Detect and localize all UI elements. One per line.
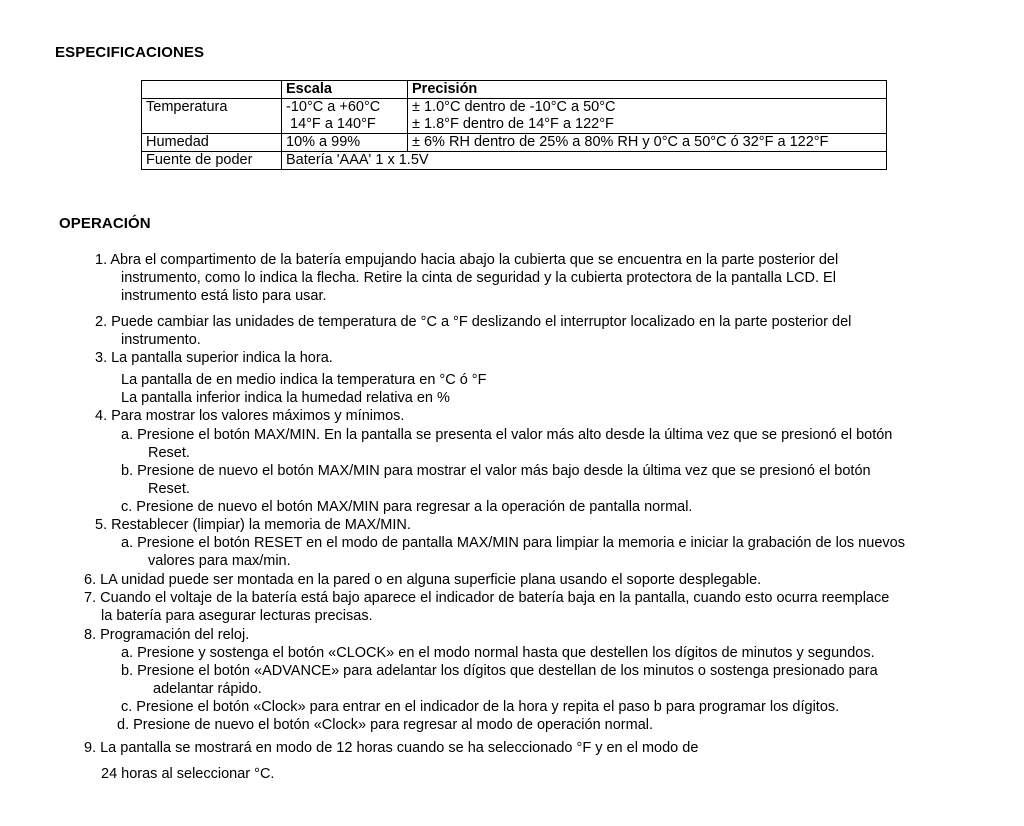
instruction-line: La pantalla de en medio indica la temperatura en °C ó °F (121, 372, 487, 388)
instruction-line: b. Presione el botón «ADVANCE» para adelantar los dígitos que destellan de los minutos o sostenga presionado para (121, 663, 878, 679)
instruction-line: 3. La pantalla superior indica la hora. (95, 350, 333, 366)
instruction-line: c. Presione el botón «Clock» para entrar en el indicador de la hora y repita el paso b para programar los dígitos. (121, 699, 840, 715)
instruction-line: la batería para asegurar lecturas precisas. (101, 608, 373, 624)
instruction-line: c. Presione de nuevo el botón MAX/MIN para regresar a la operación de pantalla normal. (121, 499, 693, 515)
instruction-line: 2. Puede cambiar las unidades de temperatura de °C a °F deslizando el interruptor localizado en la parte posterior del (95, 314, 852, 330)
table-header-empty (142, 81, 282, 99)
instruction-line: 6. LA unidad puede ser montada en la pared o en alguna superficie plana usando el soporte desplegable. (84, 572, 762, 588)
table-row-humidity (142, 134, 887, 152)
instruction-line: 8. Programación del reloj. (84, 627, 250, 643)
specifications-heading: ESPECIFICACIONES (55, 44, 205, 61)
scale-line: -10°C a +60°C (286, 99, 381, 115)
table-header-row (142, 81, 887, 99)
row-label: Temperatura (142, 99, 282, 134)
scale-line: 14°F a 140°F (290, 116, 376, 132)
instruction-line: 5. Restablecer (limpiar) la memoria de MAX/MIN. (95, 517, 411, 533)
scale-cell: 10% a 99% (282, 134, 408, 152)
precision-cell (408, 99, 887, 134)
instruction-line: 4. Para mostrar los valores máximos y mínimos. (95, 408, 405, 424)
instruction-line: La pantalla inferior indica la humedad relativa en % (121, 390, 450, 406)
precision-line: ± 1.8°F dentro de 14°F a 122°F (412, 116, 614, 132)
instruction-line: a. Presione y sostenga el botón «CLOCK» en el modo normal hasta que destellen los dígitos de minutos y segundos. (121, 645, 875, 661)
operation-heading: OPERACIÓN (59, 215, 151, 232)
instruction-line: 7. Cuando el voltaje de la batería está bajo aparece el indicador de batería baja en la pantalla, cuando esto ocurra reemplace (84, 590, 890, 606)
table-row-temperature (142, 99, 887, 134)
instruction-line: instrumento está listo para usar. (121, 288, 327, 304)
instruction-line: valores para max/min. (148, 553, 291, 569)
instruction-line: Reset. (148, 445, 190, 461)
table-header-precision: Precisión (408, 81, 887, 99)
table-header-scale: Escala (282, 81, 408, 99)
instruction-line: Reset. (148, 481, 190, 497)
row-label: Humedad (142, 134, 282, 152)
instruction-line: adelantar rápido. (153, 681, 262, 697)
instruction-line: instrumento. (121, 332, 201, 348)
scale-text: Batería 'AAA' 1 x 1.5V (286, 152, 429, 168)
specifications-table (141, 80, 887, 170)
row-label: Fuente de poder (142, 152, 282, 170)
instruction-line: b. Presione de nuevo el botón MAX/MIN para mostrar el valor más bajo desde la última vez que se presionó el botón (121, 463, 871, 479)
instruction-line: 9. La pantalla se mostrará en modo de 12 horas cuando se ha seleccionado °F y en el modo de (84, 740, 699, 756)
precision-cell: ± 6% RH dentro de 25% a 80% RH y 0°C a 50°C ó 32°F a 122°F (408, 134, 887, 152)
instruction-line: 24 horas al seleccionar °C. (101, 766, 275, 782)
precision-line: ± 1.0°C dentro de -10°C a 50°C (412, 99, 616, 115)
instruction-line: a. Presione el botón MAX/MIN. En la pantalla se presenta el valor más alto desde la última vez que se presionó el botón (121, 427, 893, 443)
instruction-line: a. Presione el botón RESET en el modo de pantalla MAX/MIN para limpiar la memoria e iniciar la grabación de los nuevos (121, 535, 905, 551)
table-row-power-source (142, 152, 887, 170)
scale-cell (282, 99, 408, 134)
instruction-line: d. Presione de nuevo el botón «Clock» para regresar al modo de operación normal. (117, 717, 654, 733)
scale-cell (282, 152, 887, 170)
instruction-line: instrumento, como lo indica la flecha. Retire la cinta de seguridad y la cubierta protectora de la pantalla LCD. El (121, 270, 836, 286)
instruction-line: 1. Abra el compartimento de la batería empujando hacia abajo la cubierta que se encuentra en la parte posterior del (95, 252, 839, 268)
